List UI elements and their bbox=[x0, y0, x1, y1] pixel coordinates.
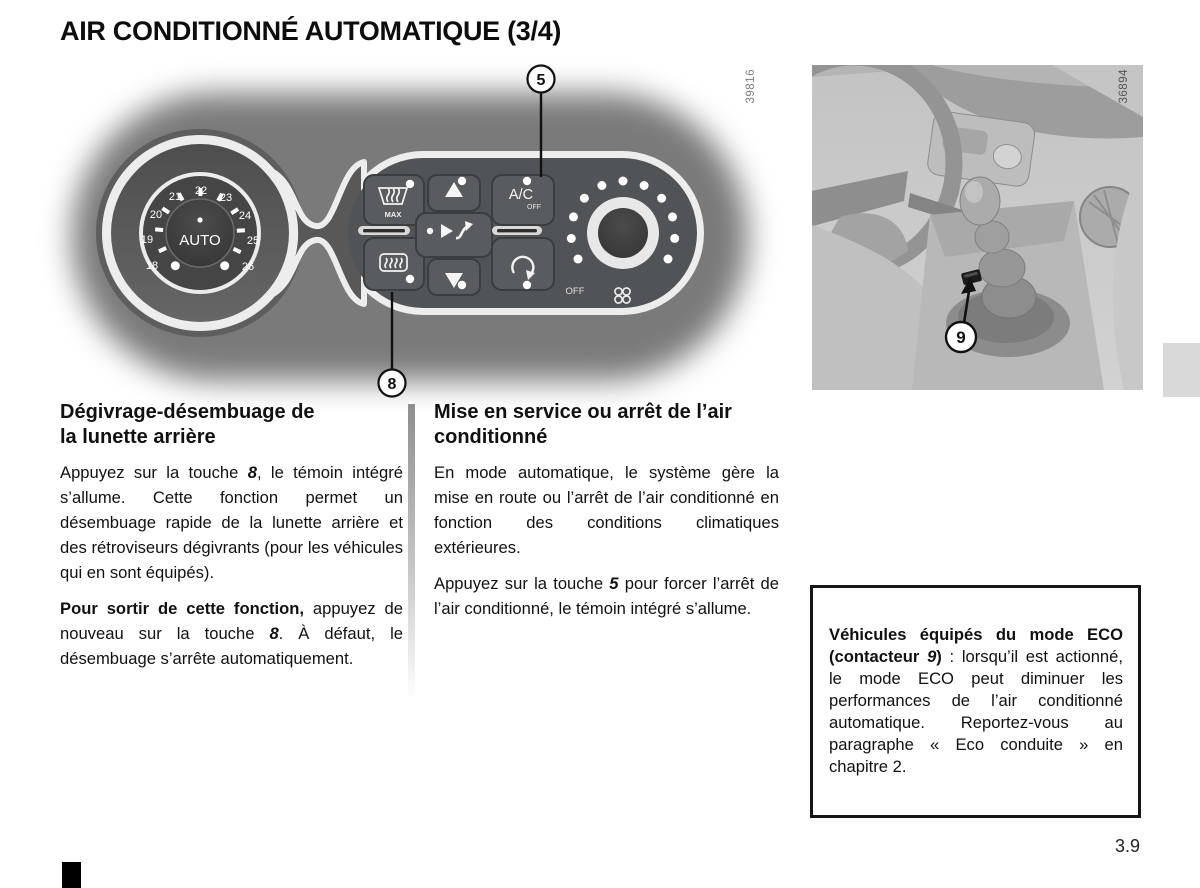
middle-column-paragraph-2: Appuyez sur la touche 5 pour forcer l’arrêt de l’air conditionné, le témoin intégré s’allume. bbox=[434, 574, 779, 618]
figure-number: 39816 bbox=[745, 69, 757, 104]
dial-number: 21 bbox=[168, 191, 182, 203]
interior-illustration bbox=[812, 65, 1143, 390]
figure-number: 36894 bbox=[1118, 69, 1130, 104]
callout-8-number: 8 bbox=[387, 376, 397, 393]
dial-end-dot-left bbox=[171, 261, 180, 270]
left-column-paragraph-2: Pour sortir de cette fonction, appuyez de nouveau sur la touche 8. À défaut, le désembuage s’arrête automatiquement. bbox=[60, 599, 403, 668]
dial-number: 20 bbox=[149, 209, 163, 221]
dial-number: 23 bbox=[219, 192, 233, 204]
interior-figure bbox=[812, 65, 1143, 390]
middle-column-heading: Mise en service ou arrêt de l’air conditionné bbox=[434, 401, 732, 448]
dial-end-dot-right bbox=[220, 261, 229, 270]
callout-9-number: 9 bbox=[956, 328, 966, 347]
callout-5-number: 5 bbox=[536, 72, 546, 89]
defrost-max-label: MAX bbox=[384, 210, 402, 219]
recirculation-button bbox=[492, 238, 554, 290]
dial-number: 22 bbox=[194, 185, 208, 197]
left-slot-groove bbox=[363, 229, 405, 232]
eco-note-text: Véhicules équipés du mode ECO (contacteur 9) : lorsqu’il est actionné, le mode ECO peut diminuer les performances de l’air conditionné automatique. Reportez-vous au paragraphe « Eco conduite » en chapitre 2. bbox=[829, 625, 1123, 776]
dial-number: 19 bbox=[140, 234, 154, 246]
left-column bbox=[60, 400, 403, 682]
middle-column-paragraph-1: En mode automatique, le système gère la mise en route ou l’arrêt de l’air conditionné en fonction des conditions climatiques extérieures. bbox=[434, 463, 779, 557]
fan-knob-center bbox=[598, 208, 648, 258]
dial-number: 18 bbox=[145, 260, 159, 272]
left-column-paragraph-1: Appuyez sur la touche 8, le témoin intégré s’allume. Cette fonction permet un désembuage rapide de la lunette arrière et des rétroviseurs dégivrants (pour les véhicules qui en sont équipés). bbox=[60, 463, 403, 582]
air-distribution-button bbox=[416, 213, 492, 257]
auto-label: AUTO bbox=[179, 232, 221, 249]
ac-off-label: OFF bbox=[527, 204, 541, 211]
right-slot-groove bbox=[497, 229, 537, 232]
print-registration-mark bbox=[62, 862, 81, 888]
dial-number: 24 bbox=[238, 210, 252, 222]
chapter-side-tab bbox=[1163, 343, 1200, 397]
dial-number: 26 bbox=[241, 261, 255, 273]
left-column-heading: Dégivrage-désembuage de la lunette arrière bbox=[60, 401, 315, 448]
climate-panel-figure bbox=[62, 63, 760, 403]
eco-note-box bbox=[810, 585, 1141, 818]
page-number: 3.9 bbox=[1114, 836, 1140, 856]
knob-index-dot bbox=[197, 217, 202, 222]
column-divider bbox=[408, 404, 415, 700]
climate-panel-illustration bbox=[62, 63, 760, 403]
page-title: AIR CONDITIONNÉ AUTOMATIQUE (3/4) bbox=[60, 16, 562, 46]
middle-column bbox=[434, 400, 779, 632]
dial-number: 25 bbox=[246, 235, 260, 247]
fan-off-label: OFF bbox=[565, 286, 585, 297]
ac-label: A/C bbox=[508, 187, 534, 203]
